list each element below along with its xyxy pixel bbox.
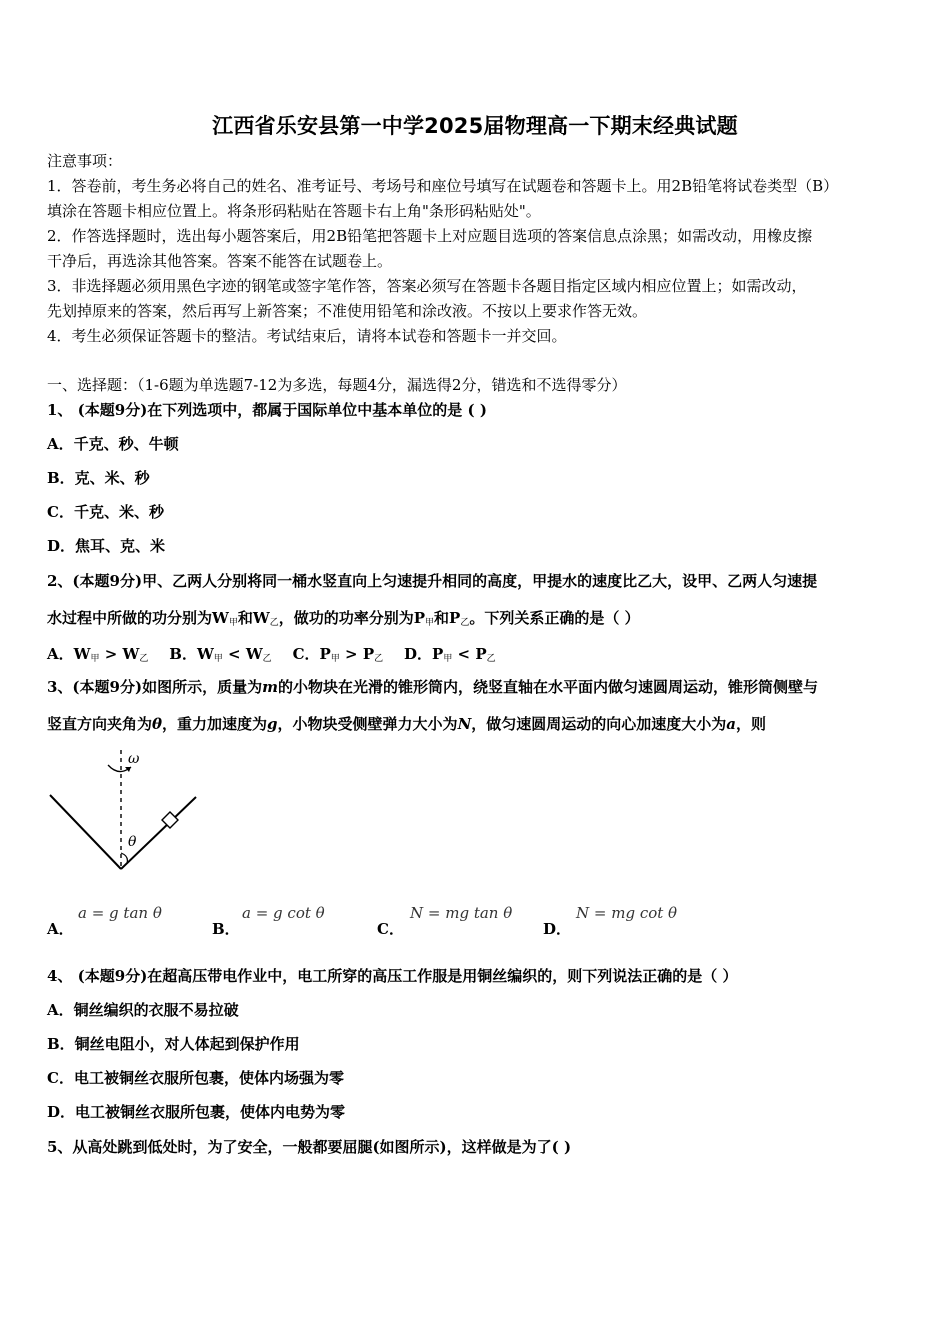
q2-optD-sub2: 乙 bbox=[486, 654, 496, 664]
omega-label: ω bbox=[128, 751, 140, 767]
q2-optC-label: C．P bbox=[292, 645, 331, 663]
q2-text-b: 和W bbox=[237, 609, 270, 627]
question-1-option-d: D．焦耳、克、米 bbox=[47, 537, 166, 555]
page-title: 江西省乐安县第一中学2025届物理高一下期末经典试题 bbox=[212, 114, 738, 138]
q2-sub-yi-2: 乙 bbox=[460, 618, 470, 628]
question-2-option-c bbox=[293, 645, 384, 663]
question-4-stem: 4、 (本题9分)在超高压带电作业中，电工所穿的高压工作服是用铜丝编织的，则下列说法正确的是（ ） bbox=[47, 967, 738, 985]
question-3-option-a-formula: a = g tan θ bbox=[78, 904, 162, 922]
q2-optB-sub1: 甲 bbox=[213, 654, 223, 664]
question-3-stem-line-1 bbox=[47, 677, 818, 697]
question-3-option-b-label: B． bbox=[212, 920, 240, 938]
q3-line2-b: ，重力加速度为 bbox=[162, 715, 268, 733]
section-heading: 一、选择题：（1-6题为单选题7-12为多选，每题4分，漏选得2分，错选和不选得零分） bbox=[47, 376, 627, 394]
q3-line1-a: 3、(本题9分)如图所示，质量为 bbox=[47, 678, 263, 696]
q2-optA-rel: > W bbox=[99, 645, 140, 663]
question-3-option-d-formula: N = mg cot θ bbox=[576, 904, 678, 922]
q3-line2-a: 竖直方向夹角为 bbox=[47, 715, 153, 733]
q2-sub-jia: 甲 bbox=[228, 618, 238, 628]
question-2-options bbox=[47, 644, 496, 669]
question-3-option-d-label: D． bbox=[543, 920, 572, 938]
q2-optB-label: B．W bbox=[169, 645, 214, 663]
notice-item-3-line-1: 3．非选择题必须用黑色字迹的钢笔或签字笔作答，答案必须写在答题卡各题目指定区域内相应位置上；如需改动， bbox=[47, 277, 807, 295]
q3-line2-e: ，则 bbox=[736, 715, 767, 733]
q3-var-a: a bbox=[726, 715, 737, 733]
small-block bbox=[162, 812, 178, 828]
question-3-option-c-formula: N = mg tan θ bbox=[410, 904, 513, 922]
q3-line2-d: ，做匀速圆周运动的向心加速度大小为 bbox=[471, 715, 727, 733]
q2-optC-rel: > P bbox=[339, 645, 375, 663]
q3-var-m: m bbox=[262, 678, 278, 696]
notice-item-1-line-1: 1．答卷前，考生务必将自己的姓名、准考证号、考场号和座位号填写在试题卷和答题卡上。用2B铅笔将试卷类型（B） bbox=[47, 177, 839, 195]
q2-text-e: 。下列关系正确的是（ ） bbox=[469, 609, 640, 627]
notice-item-2-line-2: 干净后，再选涂其他答案。答案不能答在试题卷上。 bbox=[47, 252, 393, 270]
question-4-option-b: B．铜丝电阻小，对人体起到保护作用 bbox=[47, 1035, 300, 1053]
question-3-option-c-label: C． bbox=[377, 920, 404, 938]
q3-var-g: g bbox=[267, 715, 278, 733]
question-3-option-a-label: A． bbox=[47, 920, 74, 938]
question-4-option-c: C．电工被铜丝衣服所包裹，使体内场强为零 bbox=[47, 1069, 344, 1087]
q3-line2-c: ，小物块受侧壁弹力大小为 bbox=[277, 715, 458, 733]
question-2-stem-line-2 bbox=[47, 608, 640, 633]
question-3-option-b-formula: a = g cot θ bbox=[242, 904, 325, 922]
question-4-option-a: A．铜丝编织的衣服不易拉破 bbox=[47, 1001, 239, 1019]
question-2-option-d bbox=[404, 645, 496, 663]
q2-sub-yi: 乙 bbox=[269, 618, 279, 628]
theta-label: θ bbox=[128, 834, 137, 850]
cone-right-wall bbox=[121, 797, 196, 869]
q2-text-c: ，做功的功率分别为P bbox=[278, 609, 426, 627]
q2-sub-jia-2: 甲 bbox=[425, 618, 435, 628]
question-1-option-c: C．千克、米、秒 bbox=[47, 503, 164, 521]
question-2-stem-line-1: 2、(本题9分)甲、乙两人分别将同一桶水竖直向上匀速提升相同的高度，甲提水的速度比乙大，设甲、乙两人匀速提 bbox=[47, 572, 818, 590]
q2-optA-sub1: 甲 bbox=[90, 654, 100, 664]
question-1-stem: 1、 (本题9分)在下列选项中，都属于国际单位中基本单位的是 ( ) bbox=[47, 401, 487, 419]
q2-optC-sub2: 乙 bbox=[374, 654, 384, 664]
q2-optB-sub2: 乙 bbox=[262, 654, 272, 664]
notice-item-1-line-2: 填涂在答题卡相应位置上。将条形码粘贴在答题卡右上角"条形码粘贴处"。 bbox=[47, 202, 541, 220]
question-5-stem: 5、从高处跳到低处时，为了安全，一般都要屈腿(如图所示)，这样做是为了( ) bbox=[47, 1138, 572, 1156]
q2-optD-label: D．P bbox=[404, 645, 444, 663]
angle-arc bbox=[121, 853, 127, 863]
q2-optA-label: A．W bbox=[47, 645, 91, 663]
q2-text-d: 和P bbox=[434, 609, 461, 627]
q2-optD-rel: < P bbox=[452, 645, 487, 663]
q3-line1-b: 的小物块在光滑的锥形筒内，绕竖直轴在水平面内做匀速圆周运动，锥形筒侧壁与 bbox=[277, 678, 818, 696]
q3-var-n: N bbox=[457, 715, 472, 733]
notice-item-3-line-2: 先划掉原来的答案，然后再写上新答案；不准使用铅笔和涂改液。不按以上要求作答无效。 bbox=[47, 302, 648, 320]
notice-item-2-line-1: 2．作答选择题时，选出每小题答案后，用2B铅笔把答题卡上对应题目选项的答案信息点涂黑；如需改动，用橡皮擦 bbox=[47, 227, 813, 245]
notice-item-4: 4．考生必须保证答题卡的整洁。考试结束后，请将本试卷和答题卡一并交回。 bbox=[47, 327, 567, 345]
q2-optB-rel: < W bbox=[222, 645, 263, 663]
q2-text-a: 水过程中所做的功分别为W bbox=[47, 609, 229, 627]
q2-optA-sub2: 乙 bbox=[139, 654, 149, 664]
q2-optD-sub1: 甲 bbox=[443, 654, 453, 664]
rotation-arrowhead bbox=[125, 767, 131, 772]
question-1-option-a: A．千克、秒、牛顿 bbox=[47, 435, 179, 453]
question-3-stem-line-2 bbox=[47, 714, 766, 734]
cone-left-wall bbox=[50, 795, 121, 869]
question-4-option-d: D．电工被铜丝衣服所包裹，使体内电势为零 bbox=[47, 1103, 346, 1121]
q2-optC-sub1: 甲 bbox=[330, 654, 340, 664]
q3-var-theta: θ bbox=[152, 715, 163, 733]
question-2-option-b bbox=[169, 645, 271, 663]
question-2-option-a bbox=[47, 645, 148, 663]
question-1-option-b: B．克、米、秒 bbox=[47, 469, 150, 487]
cone-diagram bbox=[45, 745, 205, 875]
notice-heading: 注意事项： bbox=[47, 152, 123, 170]
